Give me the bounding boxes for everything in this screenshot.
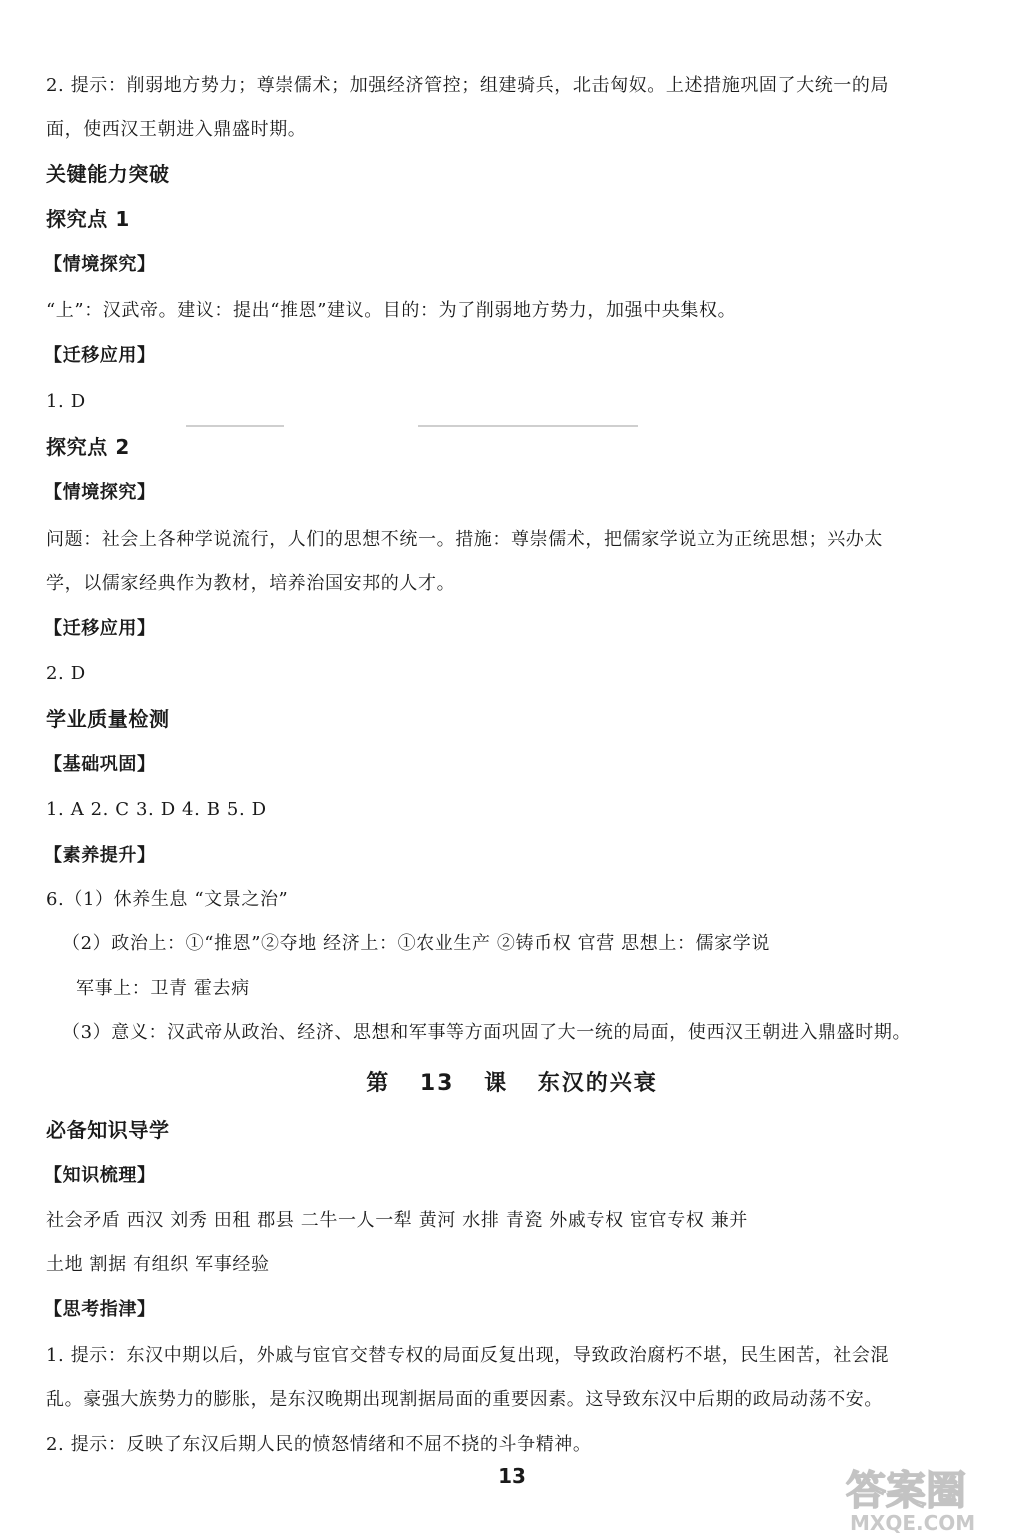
answer-text: 1. 提示：东汉中期以后，外戚与宦官交替专权的局面反复出现，导致政治腐朽不堪，民生困苦，社会混 xyxy=(46,1345,890,1366)
answer-text: （3）意义：汉武帝从政治、经济、思想和军事等方面巩固了大一统的局面，使西汉王朝进入鼎盛时期。 xyxy=(62,1022,912,1043)
answer-text: 土地 割据 有组织 军事经验 xyxy=(46,1254,270,1275)
answer-text: 军事上：卫青 霍去病 xyxy=(76,978,250,999)
scan-artifact xyxy=(418,425,638,427)
answer-text: 面，使西汉王朝进入鼎盛时期。 xyxy=(46,119,307,140)
watermark-logo xyxy=(840,1462,1020,1534)
answer-text: （2）政治上：①“推恩”②夺地 经济上：①农业生产 ②铸币权 官营 思想上：儒家学说 xyxy=(62,933,770,954)
scan-artifact xyxy=(186,425,284,427)
bracket-heading: 【基础巩固】 xyxy=(44,754,156,775)
bracket-heading: 【情境探究】 xyxy=(44,482,156,503)
answer-text: 2. D xyxy=(46,663,86,684)
subsection-heading: 探究点 1 xyxy=(46,207,130,231)
section-heading: 关键能力突破 xyxy=(46,162,170,186)
bracket-heading: 【素养提升】 xyxy=(44,845,156,866)
answer-text: 2. 提示：反映了东汉后期人民的愤怒情绪和不屈不挠的斗争精神。 xyxy=(46,1434,592,1455)
bracket-heading: 【思考指津】 xyxy=(44,1299,156,1320)
watermark-text: 答案圈 xyxy=(846,1468,966,1514)
lesson-title: 第 13 课 东汉的兴衰 xyxy=(366,1071,658,1096)
bracket-heading: 【情境探究】 xyxy=(44,254,156,275)
section-heading: 必备知识导学 xyxy=(46,1118,170,1142)
answer-text: 乱。豪强大族势力的膨胀，是东汉晚期出现割据局面的重要因素。这导致东汉中后期的政局动荡不安。 xyxy=(46,1389,883,1410)
answer-text: 2. 提示：削弱地方势力；尊崇儒术；加强经济管控；组建骑兵，北击匈奴。上述措施巩固了大统一的局 xyxy=(46,75,890,96)
answer-text: 6.（1）休养生息 “文景之治” xyxy=(46,889,289,910)
answer-text: “上”：汉武帝。建议：提出“推恩”建议。目的：为了削弱地方势力，加强中央集权。 xyxy=(46,300,737,321)
bracket-heading: 【迁移应用】 xyxy=(44,618,156,639)
answer-text: 社会矛盾 西汉 刘秀 田租 郡县 二牛一人一犁 黄河 水排 青瓷 外戚专权 宦官专权 兼并 xyxy=(46,1210,748,1231)
answer-text: 学，以儒家经典作为教材，培养治国安邦的人才。 xyxy=(46,573,456,594)
watermark-url: MXQE.COM xyxy=(850,1511,976,1534)
bracket-heading: 【知识梳理】 xyxy=(44,1165,156,1186)
answer-text: 问题：社会上各种学说流行，人们的思想不统一。措施：尊崇儒术，把儒家学说立为正统思想；兴办太 xyxy=(46,529,883,550)
answer-text: 1. D xyxy=(46,391,86,412)
subsection-heading: 探究点 2 xyxy=(46,435,130,459)
section-heading: 学业质量检测 xyxy=(46,707,170,731)
answer-text: 1. A 2. C 3. D 4. B 5. D xyxy=(46,799,267,820)
bracket-heading: 【迁移应用】 xyxy=(44,345,156,366)
page-number: 13 xyxy=(498,1464,526,1488)
